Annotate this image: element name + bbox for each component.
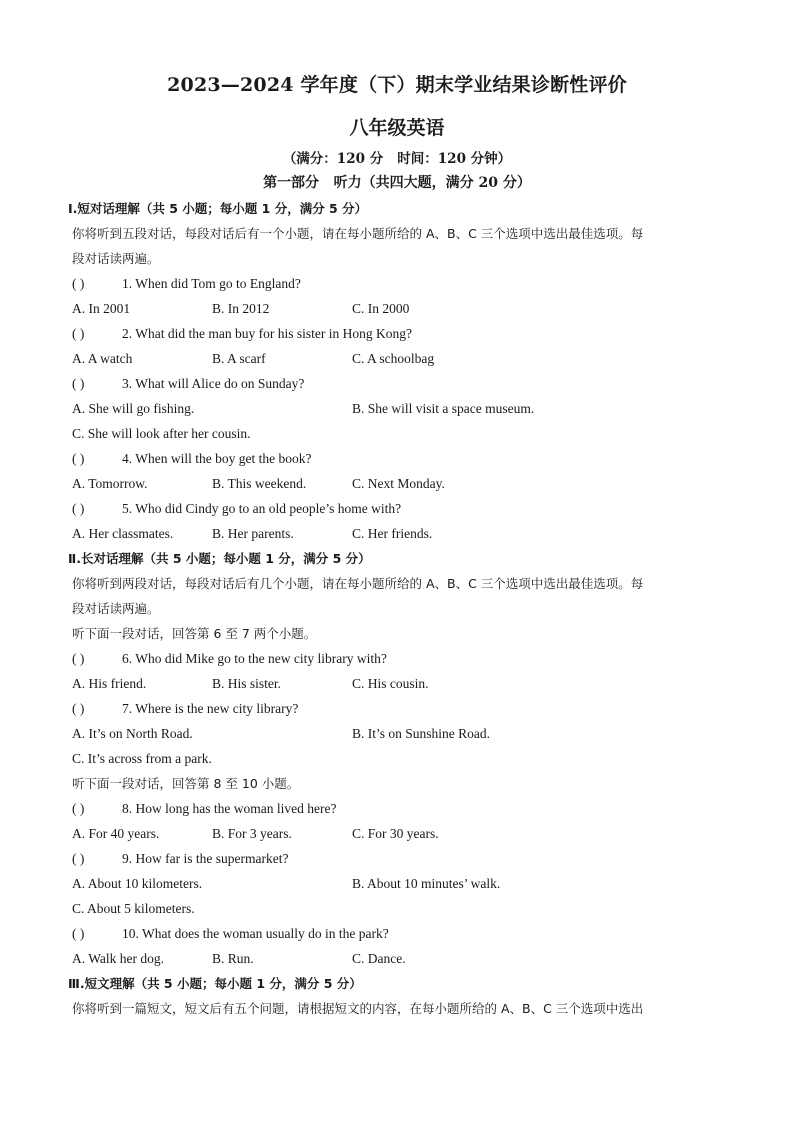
question-text: 9. How far is the supermarket? [122,851,289,866]
question-2-options [72,346,722,371]
question-10 [72,921,722,946]
option-c: C. It’s across from a park. [72,751,212,766]
question-1 [72,271,722,296]
option-c: C. His cousin. [352,676,429,691]
option-a: A. For 40 years. [72,826,160,841]
question-3-options [72,396,722,421]
question-9 [72,846,722,871]
question-4-options [72,471,722,496]
exam-subtitle: 八年级英语 [349,117,445,139]
question-text: 7. Where is the new city library? [122,701,299,716]
option-c: C. In 2000 [352,301,410,316]
question-text: 4. When will the boy get the book? [122,451,312,466]
option-b: B. About 10 minutes’ walk. [352,876,501,891]
answer-blank[interactable]: ( ) [72,801,85,816]
option-b: B. Run. [212,951,254,966]
option-a: A. A watch [72,351,133,366]
question-text: 10. What does the woman usually do in the park? [122,926,389,941]
question-7 [72,696,722,721]
answer-blank[interactable]: ( ) [72,926,85,941]
question-8 [72,796,722,821]
option-b: B. It’s on Sunshine Road. [352,726,491,741]
section-1-heading: Ⅰ.短对话理解（共 5 小题；每小题 1 分，满分 5 分） [68,201,368,216]
question-8-options [72,821,722,846]
question-5-options [72,521,722,546]
question-text: 5. Who did Cindy go to an old people’s home with? [122,501,402,516]
option-a: A. Tomorrow. [72,476,148,491]
question-10-options [72,946,722,971]
option-c: C. About 5 kilometers. [72,901,195,916]
answer-blank[interactable]: ( ) [72,276,85,291]
answer-blank[interactable]: ( ) [72,651,85,666]
answer-blank[interactable]: ( ) [72,851,85,866]
section-2-heading: Ⅱ.长对话理解（共 5 小题；每小题 1 分，满分 5 分） [68,551,371,566]
section-3-heading: Ⅲ.短文理解（共 5 小题；每小题 1 分，满分 5 分） [68,976,362,991]
part-heading: 第一部分 听力（共四大题，满分 20 分） [263,175,531,191]
exam-title: 2023—2024 学年度（下）期末学业结果诊断性评价 [167,74,627,96]
option-b: B. She will visit a space museum. [352,401,535,416]
option-a: A. About 10 kilometers. [72,876,203,891]
option-c: C. Dance. [352,951,406,966]
question-text: 2. What did the man buy for his sister in Hong Kong? [122,326,412,341]
question-5 [72,496,722,521]
section-2-instructions: 你将听到两段对话，每段对话后有几个小题，请在每小题所给的 A、B、C 三个选项中选出最佳选项。每 [72,576,644,591]
option-a: A. In 2001 [72,301,131,316]
question-text: 3. What will Alice do on Sunday? [122,376,305,391]
option-b: B. His sister. [212,676,282,691]
option-c: C. For 30 years. [352,826,439,841]
question-7-options-cont [72,746,722,771]
option-c: C. Her friends. [352,526,433,541]
question-2 [72,321,722,346]
answer-blank[interactable]: ( ) [72,701,85,716]
question-6-options [72,671,722,696]
option-c: C. Next Monday. [352,476,445,491]
question-text: 1. When did Tom go to England? [122,276,301,291]
answer-blank[interactable]: ( ) [72,326,85,341]
question-3 [72,371,722,396]
answer-blank[interactable]: ( ) [72,376,85,391]
answer-blank[interactable]: ( ) [72,501,85,516]
question-text: 8. How long has the woman lived here? [122,801,337,816]
section-2-instructions-cont: 段对话读两遍。 [72,601,160,616]
exam-info: （满分：120 分 时间：120 分钟） [282,151,512,167]
question-7-options [72,721,722,746]
section-1-instructions: 你将听到五段对话，每段对话后有一个小题，请在每小题所给的 A、B、C 三个选项中选出最佳选项。每 [72,226,644,241]
option-a: A. His friend. [72,676,147,691]
option-c: C. She will look after her cousin. [72,426,251,441]
option-b: B. Her parents. [212,526,294,541]
option-a: A. Her classmates. [72,526,174,541]
question-9-options [72,871,722,896]
question-text: 6. Who did Mike go to the new city library with? [122,651,387,666]
option-a: A. Walk her dog. [72,951,165,966]
option-b: B. A scarf [212,351,266,366]
option-a: A. She will go fishing. [72,401,195,416]
section-1-instructions-cont: 段对话读两遍。 [72,251,160,266]
question-6 [72,646,722,671]
question-4 [72,446,722,471]
section-3-instructions: 你将听到一篇短文，短文后有五个问题，请根据短文的内容，在每小题所给的 A、B、C 三个选项中选出 [72,1001,644,1016]
question-3-options-cont [72,421,722,446]
answer-blank[interactable]: ( ) [72,451,85,466]
dialog-2-intro: 听下面一段对话，回答第 8 至 10 小题。 [72,776,300,791]
exam-content [68,196,722,1021]
option-c: C. A schoolbag [352,351,435,366]
option-b: B. In 2012 [212,301,270,316]
option-b: B. This weekend. [212,476,307,491]
question-9-options-cont [72,896,722,921]
question-1-options [72,296,722,321]
option-b: B. For 3 years. [212,826,292,841]
option-a: A. It’s on North Road. [72,726,193,741]
dialog-1-intro: 听下面一段对话，回答第 6 至 7 两个小题。 [72,626,317,641]
